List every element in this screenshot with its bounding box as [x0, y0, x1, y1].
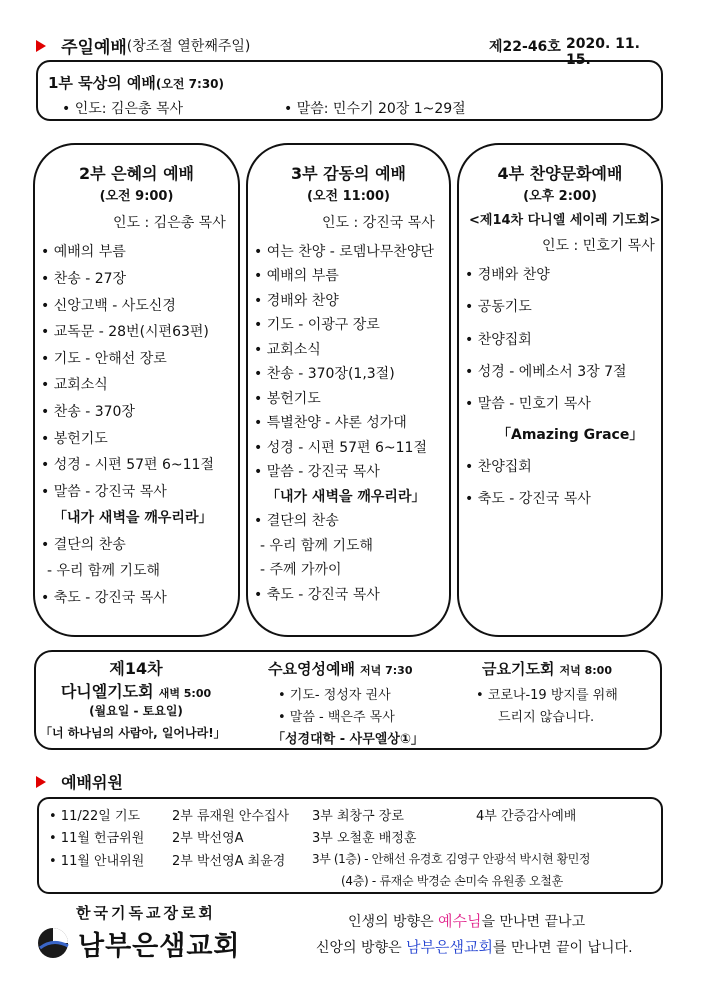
service2-sermon-title: 「내가 새벽을 깨우리라」	[53, 510, 213, 526]
service3-time: (오전 11:00)	[307, 189, 390, 204]
motto2-highlight: 남부은샘교회	[406, 938, 493, 956]
service3-item: • 찬송 - 370장(1,3절)	[254, 366, 395, 382]
service2-item: - 우리 함께 기도해	[47, 563, 161, 579]
committee-row4: (4층) - 류재순 박경순 손미숙 유원종 오철훈	[341, 874, 563, 888]
service4-item: • 경배와 찬양	[465, 267, 550, 283]
service2-time: (오전 9:00)	[99, 189, 174, 204]
issue-date: 2020. 11. 15.	[566, 36, 640, 68]
service3-title: 3부 감동의 예배	[290, 164, 406, 183]
committee-heading	[36, 770, 123, 793]
service4-leader: 인도 : 민호기 목사	[542, 238, 655, 254]
church-emblem-icon	[36, 926, 70, 960]
motto2-post: 를 만나면 끝이 납니다.	[493, 940, 633, 956]
service1-title: 1부 묵상의 예배	[48, 74, 156, 92]
weekday-box	[34, 650, 662, 750]
service3-item: • 경배와 찬양	[254, 293, 339, 309]
service3-item: • 교회소식	[254, 342, 321, 358]
service4-title: 4부 찬양문화예배	[497, 164, 623, 183]
service2-item: • 성경 - 시편 57편 6~11절	[41, 457, 214, 473]
red-triangle-icon	[36, 776, 46, 788]
committee-row3-c3: 3부 (1층) - 안해선 유경호 김영구 안광석 박시현 황민정	[312, 852, 591, 866]
service2-item: • 기도 - 안해선 장로	[41, 351, 167, 367]
motto1-pre: 인생의 방향은	[348, 914, 439, 930]
service3-item: • 특별찬양 - 샤론 성가대	[254, 415, 407, 431]
friday-time: 저녁 8:00	[559, 664, 612, 677]
denomination-name: 한국기독교장로회	[76, 904, 216, 922]
service3-item: - 주께 가까이	[260, 562, 342, 578]
service2-box	[33, 143, 240, 637]
committee-row2-c2: 2부 박선영A	[172, 831, 244, 846]
committee-row1-c2: 2부 류재원 안수집사	[172, 809, 289, 824]
service3-box	[246, 143, 451, 637]
wednesday-item: • 말씀 - 백은주 목사	[278, 710, 395, 725]
page-subtitle: (창조절 열한째주일)	[126, 38, 251, 55]
motto-line1	[348, 910, 585, 931]
committee-row1-c4: 4부 간증감사예배	[476, 809, 577, 824]
service4-item: • 공동기도	[465, 299, 532, 315]
service3-item: • 결단의 찬송	[254, 513, 339, 529]
service1-box	[36, 60, 663, 121]
wednesday-title: 수요영성예배	[268, 660, 355, 678]
service3-sermon-title: 「내가 새벽을 깨우리라」	[266, 489, 426, 505]
service4-item: • 축도 - 강진국 목사	[465, 491, 591, 507]
daniel-theme: 「너 하나님의 사람아, 일어나라!」	[40, 726, 226, 740]
committee-title: 예배위원	[61, 773, 123, 792]
service4-box	[457, 143, 663, 637]
committee-row2-c3: 3부 오철훈 배정훈	[312, 831, 417, 846]
committee-row1-c3: 3부 최창구 장로	[312, 809, 404, 824]
service3-item: • 봉헌기도	[254, 391, 321, 407]
wednesday-time: 저녁 7:30	[360, 664, 413, 677]
service3-item: • 말씀 - 강진국 목사	[254, 464, 380, 480]
service2-item: • 찬송 - 27장	[41, 271, 127, 287]
header	[36, 33, 666, 68]
committee-row2-c1: • 11월 헌금위원	[49, 831, 145, 846]
committee-box	[37, 797, 663, 894]
service4-item: • 찬양집회	[465, 459, 532, 475]
committee-row3-c1: • 11월 안내위원	[49, 854, 145, 869]
service2-item: • 예배의 부름	[41, 244, 126, 260]
service3-item: • 성경 - 시편 57편 6~11절	[254, 440, 427, 456]
friday-line2: 드리지 않습니다.	[498, 710, 595, 725]
motto1-highlight: 예수님	[438, 912, 482, 930]
service3-item: • 축도 - 강진국 목사	[254, 587, 380, 603]
service2-item: • 교회소식	[41, 377, 108, 393]
motto-line2	[316, 936, 633, 957]
service4-event: <제14차 다니엘 세이레 기도회>	[469, 213, 661, 228]
service1-sermon: • 말씀: 민수기 20장 1~29절	[284, 101, 466, 117]
service3-item: • 예배의 부름	[254, 268, 339, 284]
service2-item: • 찬송 - 370장	[41, 404, 135, 420]
service3-item: • 여는 찬양 - 로뎀나무찬양단	[254, 244, 434, 260]
church-name: 남부은샘교회	[78, 931, 241, 962]
committee-row3-c2: 2부 박선영A 최윤경	[172, 854, 286, 869]
service2-item: • 봉헌기도	[41, 431, 108, 447]
service3-leader: 인도 : 강진국 목사	[322, 215, 435, 231]
service2-item: • 결단의 찬송	[41, 537, 126, 553]
friday-line1: • 코로나-19 방지를 위해	[476, 688, 618, 703]
service2-leader: 인도 : 김은총 목사	[113, 215, 226, 231]
page-title: 주일예배	[61, 38, 127, 58]
service3-item: - 우리 함께 기도해	[260, 538, 374, 554]
service2-item: • 말씀 - 강진국 목사	[41, 484, 167, 500]
service4-sermon-title: 「Amazing Grace」	[497, 427, 644, 443]
service4-item: • 찬양집회	[465, 332, 532, 348]
service4-time: (오후 2:00)	[523, 189, 597, 204]
wednesday-theme: 「성경대학 - 사무엘상①」	[272, 732, 424, 747]
service2-title: 2부 은혜의 예배	[78, 164, 194, 183]
motto1-post: 을 만나면 끝나고	[481, 914, 586, 930]
service2-item: • 축도 - 강진국 목사	[41, 590, 167, 606]
friday-title: 금요기도회	[482, 660, 555, 678]
motto2-pre: 신앙의 방향은	[316, 940, 407, 956]
red-triangle-icon	[36, 40, 46, 52]
service3-item: • 기도 - 이광구 장로	[254, 317, 380, 333]
daniel-line1: 제14차	[109, 659, 163, 678]
service2-item: • 신앙고백 - 사도신경	[41, 298, 176, 314]
service1-leader: • 인도: 김은총 목사	[62, 101, 183, 117]
service4-item: • 성경 - 에베소서 3장 7절	[465, 364, 627, 380]
issue-number: 제22-46호	[489, 39, 561, 55]
daniel-days: (월요일 - 토요일)	[89, 704, 183, 718]
wednesday-item: • 기도- 정성자 권사	[278, 688, 391, 703]
committee-row1-c1: • 11/22일 기도	[49, 809, 141, 824]
service1-time: (오전 7:30)	[155, 77, 225, 91]
church-logo	[36, 902, 286, 964]
service4-item: • 말씀 - 민호기 목사	[465, 396, 591, 412]
daniel-time: 새벽 5:00	[158, 687, 212, 700]
daniel-title: 다니엘기도회	[60, 682, 154, 701]
service2-item: • 교독문 - 28번(시편63편)	[41, 324, 209, 340]
